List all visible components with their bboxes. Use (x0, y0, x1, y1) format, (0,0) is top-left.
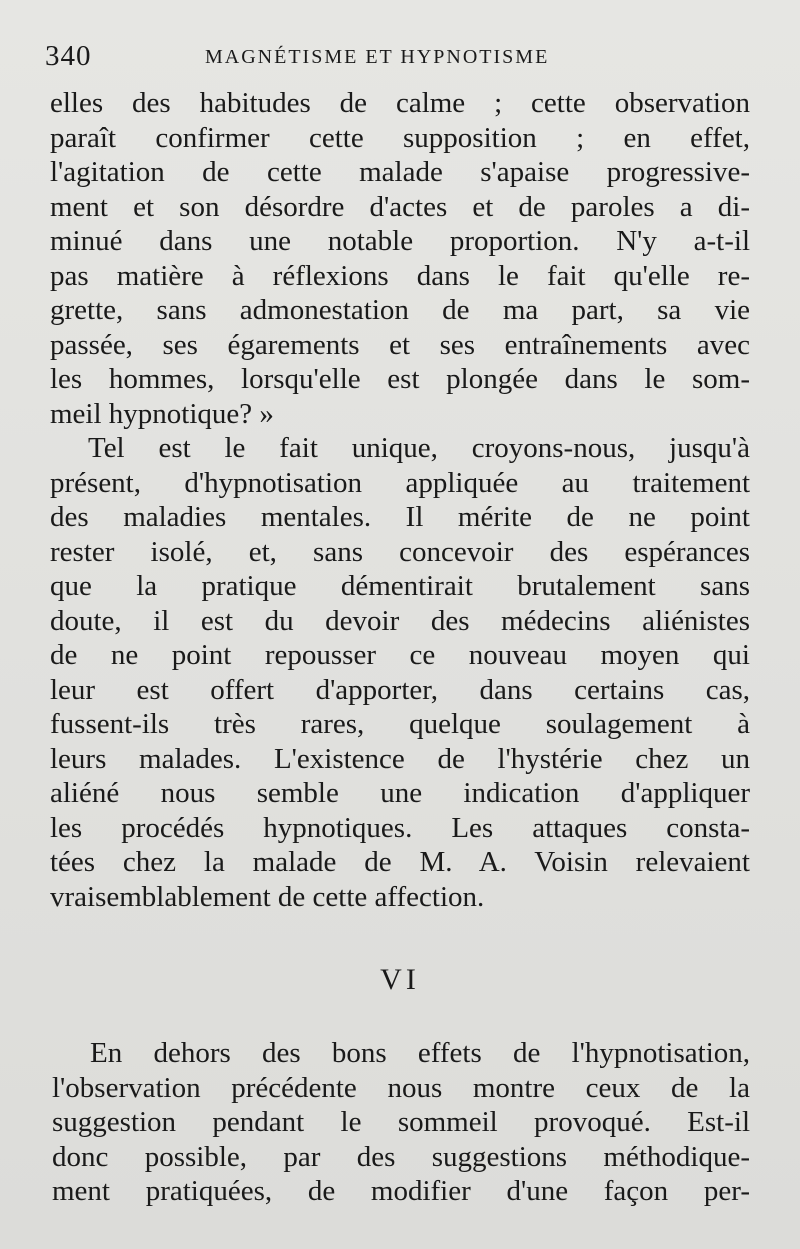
running-title: MAGNÉTISME ET HYPNOTISME (205, 46, 550, 68)
text-line: les procédés hypnotiques. Les attaques consta- (50, 811, 750, 844)
paragraph-2 (50, 431, 750, 914)
text-line: leurs malades. L'existence de l'hystérie chez un (50, 742, 750, 775)
text-line: tées chez la malade de M. A. Voisin relevaient (50, 846, 750, 878)
page-number: 340 (45, 40, 92, 72)
text-line: que la pratique démentirait brutalement sans (50, 570, 750, 602)
text-line: leur est offert d'apporter, dans certains cas, (50, 673, 750, 706)
text-line: pas matière à réflexions dans le fait qu'elle re- (50, 259, 750, 292)
text-line: rester isolé, et, sans concevoir des espérances (50, 535, 750, 568)
text-line: les hommes, lorsqu'elle est plongée dans le som- (50, 363, 750, 395)
text-line: de ne point repousser ce nouveau moyen qui (50, 639, 750, 671)
paragraph-1 (50, 86, 750, 431)
text-line: ment pratiquées, de modifier d'une façon per- (52, 1175, 750, 1207)
text-line: vraisemblablement de cette affection. (50, 880, 485, 913)
text-line: des maladies mentales. Il mérite de ne point (50, 501, 750, 533)
text-line: ment et son désordre d'actes et de paroles a di- (50, 190, 750, 223)
text-line: suggestion pendant le sommeil provoqué. Est-il (52, 1106, 750, 1138)
text-line: passée, ses égarements et ses entraînements avec (50, 328, 750, 361)
text-line: fussent-ils très rares, quelque soulagement à (50, 708, 750, 740)
body-text (50, 86, 750, 914)
section-text (52, 1036, 750, 1209)
text-line: l'agitation de cette malade s'apaise progressive- (50, 156, 750, 188)
text-line: grette, sans admonestation de ma part, sa vie (50, 294, 750, 326)
text-line: En dehors des bons effets de l'hypnotisation, (90, 1037, 750, 1069)
text-line: doute, il est du devoir des médecins aliénistes (50, 604, 750, 637)
text-line: minué dans une notable proportion. N'y a-t-il (50, 225, 750, 257)
page-header (45, 40, 755, 74)
text-line: paraît confirmer cette supposition ; en effet, (50, 121, 750, 154)
text-line: Tel est le fait unique, croyons-nous, jusqu'à (88, 432, 750, 464)
section-heading: VI (380, 963, 420, 996)
text-line: donc possible, par des suggestions méthodique- (52, 1140, 750, 1173)
text-line: meil hypnotique? » (50, 397, 274, 430)
text-line: présent, d'hypnotisation appliquée au traitement (50, 466, 750, 499)
text-line: elles des habitudes de calme ; cette observation (50, 87, 750, 119)
text-line: l'observation précédente nous montre ceux de la (52, 1071, 750, 1104)
text-line: aliéné nous semble une indication d'appliquer (50, 777, 750, 809)
